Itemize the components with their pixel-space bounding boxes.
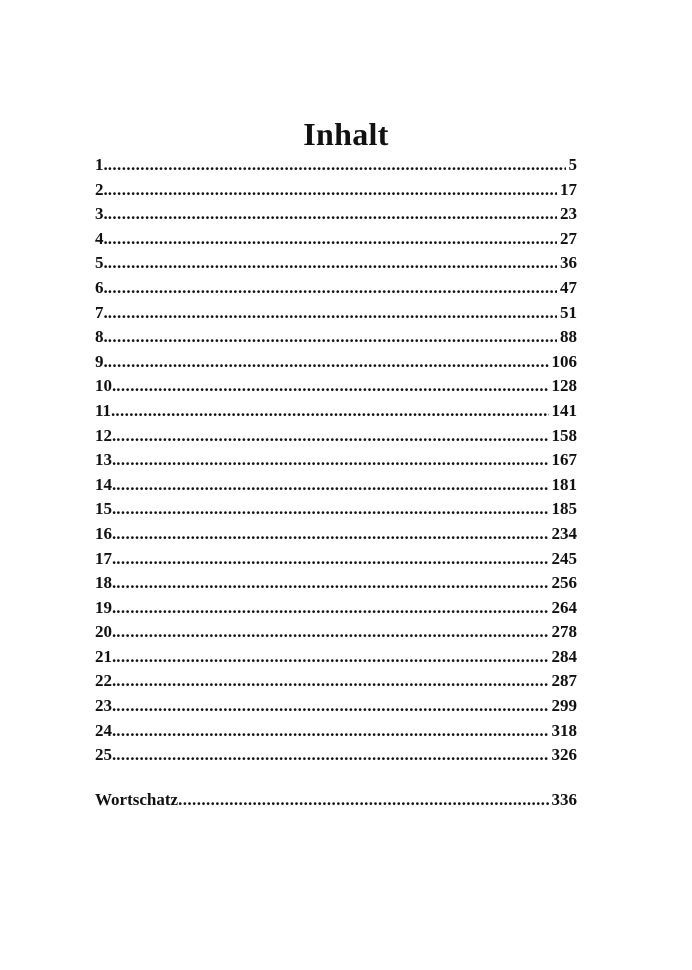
toc-entry-label: 19.: [95, 597, 117, 617]
toc-entry-page: 47: [560, 277, 577, 297]
toc-entry: [95, 325, 577, 350]
toc-entry: [95, 448, 577, 473]
toc-entry: [95, 276, 577, 301]
toc-entry: [95, 571, 577, 596]
toc-entry-label: 25.: [95, 745, 117, 765]
toc-entry-label: 6.: [95, 277, 108, 297]
toc-entry: [95, 596, 577, 621]
dot-leader: [116, 424, 548, 449]
toc-entry-label: 23.: [95, 696, 117, 716]
toc-entry-wortschatz: [95, 788, 577, 813]
toc-entry: [95, 424, 577, 449]
toc-entry-page: 181: [551, 474, 577, 494]
dot-leader: [108, 276, 557, 301]
dot-leader: [116, 694, 548, 719]
dot-leader: [116, 448, 548, 473]
toc-entry-label: 14.: [95, 474, 117, 494]
toc-entry-label: 18.: [95, 573, 117, 593]
toc-entry-label: 5.: [95, 253, 108, 273]
toc-entry-label: Wortschatz: [95, 789, 179, 809]
toc-entry-label: 15.: [95, 499, 117, 519]
toc-entry: [95, 202, 577, 227]
dot-leader: [116, 743, 548, 768]
toc-entry: [95, 374, 577, 399]
toc-entry: [95, 251, 577, 276]
toc-entry-label: 9.: [95, 351, 108, 371]
toc-entry-label: 11.: [95, 400, 116, 420]
toc-entry-page: 106: [551, 351, 577, 371]
dot-leader: [178, 788, 548, 813]
toc-entry-label: 10.: [95, 376, 117, 396]
dot-leader: [108, 227, 557, 252]
toc-entry-page: 36: [560, 253, 577, 273]
toc-entry: [95, 719, 577, 744]
toc-entry-label: 22.: [95, 671, 117, 691]
toc-entry-page: 17: [560, 179, 577, 199]
toc-entry-label: 17.: [95, 548, 117, 568]
toc-entry-page: 256: [551, 573, 577, 593]
toc-entry-page: 128: [551, 376, 577, 396]
toc-entry-label: 12.: [95, 425, 117, 445]
dot-leader: [116, 645, 548, 670]
toc-entry-page: 158: [551, 425, 577, 445]
dot-leader: [116, 522, 548, 547]
toc-entry-label: 8.: [95, 327, 108, 347]
toc-entry-label: 16.: [95, 523, 117, 543]
toc-entry-label: 20.: [95, 622, 117, 642]
toc-entry: [95, 743, 577, 768]
dot-leader: [108, 178, 557, 203]
toc-entry-label: 3.: [95, 204, 108, 224]
toc-entry-page: 278: [551, 622, 577, 642]
dot-leader: [116, 374, 548, 399]
toc-entry-label: 1.: [95, 155, 108, 174]
toc-entry-page: 234: [551, 523, 577, 543]
toc-entry-page: 245: [551, 548, 577, 568]
dot-leader: [115, 399, 548, 424]
dot-leader: [108, 301, 557, 326]
toc-entry-label: 4.: [95, 228, 108, 248]
dot-leader: [116, 497, 548, 522]
dot-leader: [116, 620, 548, 645]
toc-entry-page: 336: [551, 789, 577, 809]
toc-entry-page: 167: [551, 450, 577, 470]
toc-entry: [95, 694, 577, 719]
toc-entry-page: 88: [560, 327, 577, 347]
toc-entry: [95, 350, 577, 375]
dot-leader: [116, 596, 548, 621]
dot-leader: [108, 325, 557, 350]
dot-leader: [116, 547, 548, 572]
page-title: Inhalt: [303, 116, 389, 152]
toc-entry-label: 2.: [95, 179, 108, 199]
toc-entry: [95, 301, 577, 326]
toc-entry-page: 287: [551, 671, 577, 691]
toc-entry: [95, 645, 577, 670]
toc-entry-page: 326: [551, 745, 577, 765]
toc-entry: [95, 178, 577, 203]
dot-leader: [108, 202, 557, 227]
toc-entry-page: 284: [551, 646, 577, 666]
dot-leader: [108, 153, 566, 178]
toc-entry-page: 185: [551, 499, 577, 519]
toc-entry: [95, 497, 577, 522]
toc-entry: [95, 522, 577, 547]
toc-entry-page: 264: [551, 597, 577, 617]
toc-entry-page: 141: [551, 400, 577, 420]
dot-leader: [116, 571, 548, 596]
toc-entry: [95, 620, 577, 645]
toc-entry: [95, 399, 577, 424]
dot-leader: [116, 719, 548, 744]
toc-entry-label: 24.: [95, 720, 117, 740]
toc-entry-page: 27: [560, 228, 577, 248]
dot-leader: [116, 473, 548, 498]
toc-entry-page: 51: [560, 302, 577, 322]
toc-entry-page: 23: [560, 204, 577, 224]
toc-entry-page: 318: [551, 720, 577, 740]
toc-entry: [95, 153, 577, 178]
table-of-contents: [95, 153, 577, 812]
toc-entry-label: 21.: [95, 646, 117, 666]
toc-entry: [95, 473, 577, 498]
toc-entry: [95, 669, 577, 694]
toc-entry-label: 13.: [95, 450, 117, 470]
dot-leader: [108, 350, 549, 375]
toc-entry-page: 5: [568, 155, 577, 174]
toc-entry: [95, 547, 577, 572]
toc-entry: [95, 227, 577, 252]
dot-leader: [108, 251, 557, 276]
toc-entry-label: 7.: [95, 302, 108, 322]
toc-entry-page: 299: [551, 696, 577, 716]
dot-leader: [116, 669, 548, 694]
